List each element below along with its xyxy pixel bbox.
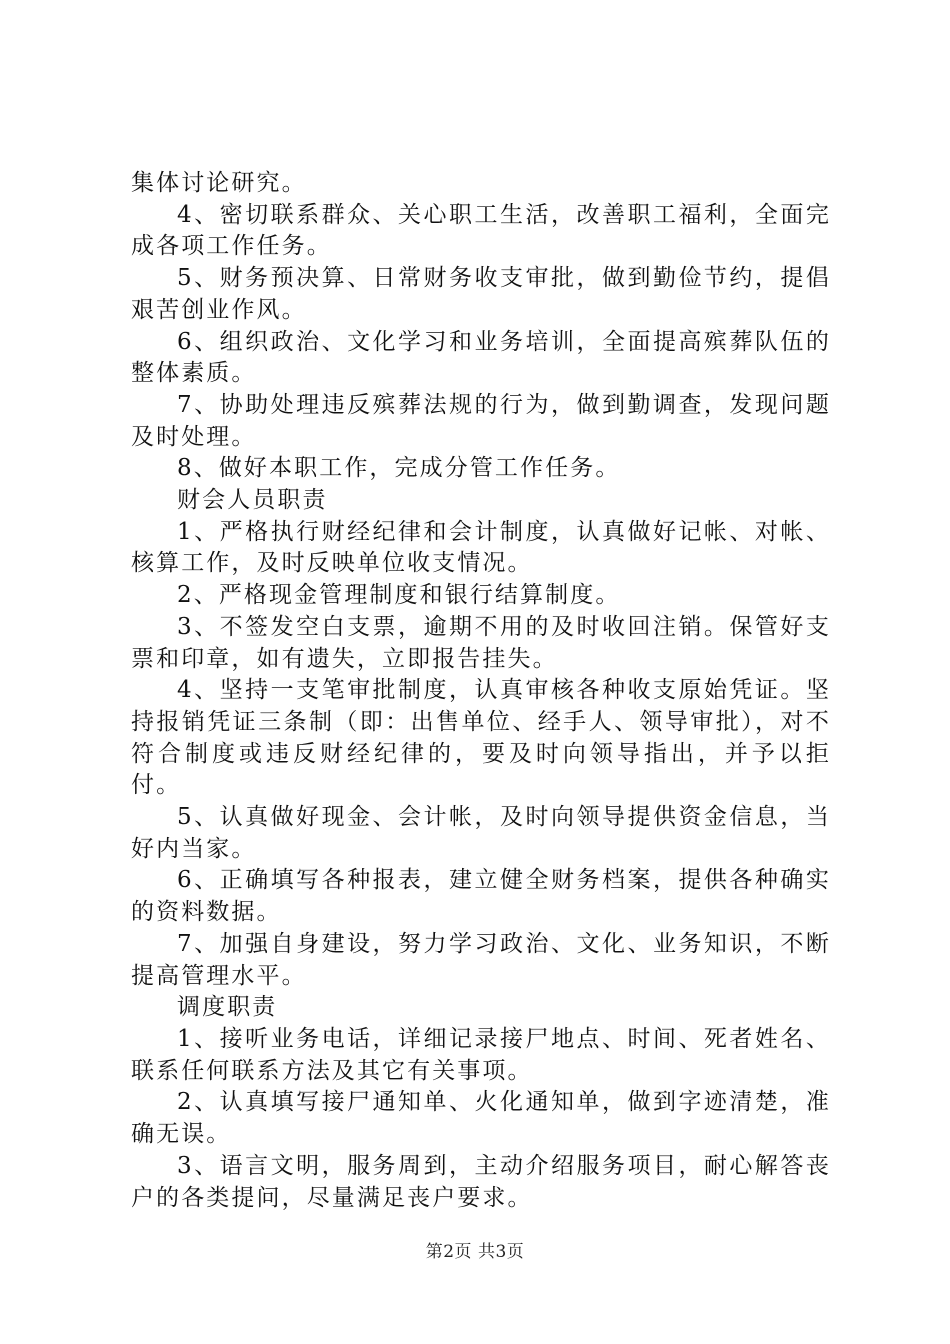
document-body [131, 168, 831, 1214]
paragraph: 4、密切联系群众、关心职工生活，改善职工福利，全面完成各项工作任务。 [131, 201, 831, 260]
paragraph: 3、语言文明，服务周到，主动介绍服务项目，耐心解答丧户的各类提问，尽量满足丧户要求。 [131, 1152, 831, 1211]
paragraph: 2、认真填写接尸通知单、火化通知单，做到字迹清楚，准确无误。 [131, 1089, 831, 1148]
paragraph: 6、组织政治、文化学习和业务培训，全面提高殡葬队伍的整体素质。 [131, 328, 831, 387]
paragraph: 8、做好本职工作，完成分管工作任务。 [177, 455, 621, 482]
paragraph: 1、严格执行财经纪律和会计制度，认真做好记帐、对帐、核算工作，及时反映单位收支情况。 [131, 518, 831, 577]
paragraph: 7、加强自身建设，努力学习政治、文化、业务知识，不断提高管理水平。 [131, 930, 831, 989]
page-footer [0, 1241, 950, 1263]
paragraph: 4、坚持一支笔审批制度，认真审核各种收支原始凭证。坚持报销凭证三条制（即：出售单位、经手人、领导审批），对不符合制度或违反财经纪律的，要及时向领导指出，并予以拒付。 [131, 677, 831, 799]
paragraph: 2、严格现金管理制度和银行结算制度。 [177, 582, 621, 609]
paragraph: 5、认真做好现金、会计帐，及时向领导提供资金信息，当好内当家。 [131, 804, 831, 862]
paragraph: 6、正确填写各种报表，建立健全财务档案，提供各种确实的资料数据。 [131, 867, 831, 926]
paragraph: 5、财务预决算、日常财务收支审批，做到勤俭节约，提倡艰苦创业作风。 [131, 265, 831, 323]
paragraph: 1、接听业务电话，详细记录接尸地点、时间、死者姓名、联系任何联系方法及其它有关事项。 [131, 1025, 831, 1084]
section-heading-dispatch: 调度职责 [177, 994, 278, 1021]
page-number-label: 第2页 共3页 [425, 1242, 525, 1262]
paragraph: 集体讨论研究。 [131, 170, 307, 196]
paragraph: 7、协助处理违反殡葬法规的行为，做到勤调查，发现问题及时处理。 [131, 391, 831, 450]
paragraph: 3、不签发空白支票，逾期不用的及时收回注销。保管好支票和印章，如有遗失，立即报告挂失。 [131, 613, 831, 672]
section-heading-finance: 财会人员职责 [177, 487, 328, 514]
